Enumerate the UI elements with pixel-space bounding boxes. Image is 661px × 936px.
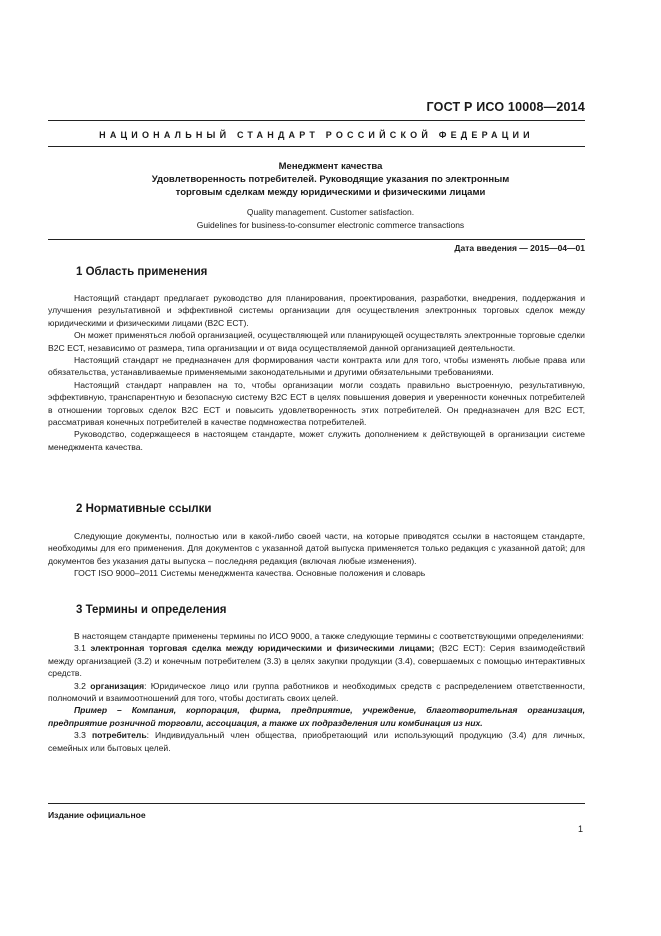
section-1-paragraph: Он может применяться любой организацией, осуществляющей или планирующей осуществлять электронные торговые сделки В2С ЕСТ, независимо от размера, типа организации и от вида осуществляемой данной организацией деятельности. <box>48 330 585 353</box>
section-3-body <box>48 630 585 754</box>
national-standard-banner: НАЦИОНАЛЬНЫЙ СТАНДАРТ РОССИЙСКОЙ ФЕДЕРАЦИИ <box>99 130 534 140</box>
term-definition: (В2С ЕСТ): Серия взаимодействий между организацией (3.2) и конечным потребителем (3.3) в целях закупки продукции (3.4), совершаемых с помощью интерактивных средств. <box>48 643 586 679</box>
term-example: Пример – Компания, корпорация, фирма, предприятие, учреждение, благотворительная организация, предприятие розничной торговли, ассоциация, а также их подразделения или комбинация из них. <box>48 705 585 728</box>
effective-date: Дата введения — 2015—04—01 <box>454 243 585 253</box>
document-title <box>48 160 613 199</box>
term-3-3 <box>48 729 585 754</box>
term-3-1 <box>48 642 585 679</box>
title-line-2: Удовлетворенность потребителей. Руководящие указания по электронным <box>151 174 510 185</box>
section-1-paragraph: Настоящий стандарт направлен на то, чтобы организации могли создать правильно выстроенную, результативную, эффективную, транспарентную и безопасную систему В2С ЕСТ в целях повышения доверия и уверенности конечных потребителей в отношении торговых сделок В2С ЕСТ и повысить удовлетворенность этих потребителей. Он предназначен для В2С ЕСТ, рассматривая конечных потребителей в качестве подмножества потребителей. <box>48 379 585 428</box>
section-3-intro: В настоящем стандарте применены термины по ИСО 9000, а также следующие термины с соответствующими определениями: <box>74 631 584 641</box>
document-title-english <box>48 206 613 231</box>
section-1-body <box>48 292 585 453</box>
standard-code: ГОСТ Р ИСО 10008—2014 <box>426 100 585 114</box>
title-en-line-2: Guidelines for business-to-consumer electronic commerce transactions <box>196 219 465 230</box>
official-edition-label: Издание официальное <box>48 810 146 820</box>
section-2-heading: 2 Нормативные ссылки <box>76 503 212 515</box>
term-number: 3.2 <box>74 680 91 691</box>
title-en-line-1: Quality management. Customer satisfaction. <box>246 207 415 217</box>
header-rule-bottom <box>48 146 585 147</box>
title-line-1: Менеджмент качества <box>278 161 383 172</box>
term-definition: : Юридическое лицо или группа работников и необходимых средств с распределением ответственности, полномочий и взаимоотношений для того, чтобы достигать своих целей. <box>48 680 585 704</box>
term-definition: : Индивидуальный член общества, приобретающий или использующий продукцию (3.4) для личных, семейных или бытовых целей. <box>48 730 585 753</box>
section-1-paragraph: Руководство, содержащееся в настоящем стандарте, может служить дополнением к действующей в организации системе менеджмента качества. <box>48 429 585 452</box>
term-number: 3.3 <box>74 730 92 741</box>
section-1-heading: 1 Область применения <box>76 266 208 278</box>
term-name: организация <box>90 680 145 691</box>
section-1-paragraph: Настоящий стандарт не предназначен для формирования части контракта или для того, чтобы изменять любые права или обязательства, устанавливаемые применяемыми законодательными и другими обязательными требованиями. <box>48 355 585 378</box>
section-2-paragraph: Следующие документы, полностью или в какой-либо своей части, на которые приводятся ссылки в настоящем стандарте, необходимы для его применения. Для документов с указанной датой выпуска применяется только редакция с указанной датой; для документов без указания даты выпуска – последняя редакция (включая любые изменения). <box>48 531 585 566</box>
date-rule <box>48 239 585 240</box>
section-2-reference: ГОСТ ISO 9000–2011 Системы менеджмента качества. Основные положения и словарь <box>74 568 426 579</box>
section-2-body <box>48 530 585 580</box>
term-name: потребитель <box>91 730 147 741</box>
section-1-paragraph: Настоящий стандарт предлагает руководство для планирования, проектирования, разработки, внедрения, поддержания и улучшения результативной и эффективной системы организации для осуществления электронных торговых сделок между юридическими и физическими лицами (В2С ЕСТ). <box>48 293 585 328</box>
page-number: 1 <box>577 824 583 834</box>
term-name: электронная торговая сделка между юридическими и физическими лицами; <box>90 643 435 654</box>
term-3-2 <box>48 680 585 705</box>
header-rule-top <box>48 120 585 121</box>
term-number: 3.1 <box>74 643 91 654</box>
footer-rule <box>48 803 585 804</box>
title-line-3: торговым сделкам между юридическими и физическими лицами <box>175 187 486 198</box>
section-3-heading: 3 Термины и определения <box>76 604 227 616</box>
